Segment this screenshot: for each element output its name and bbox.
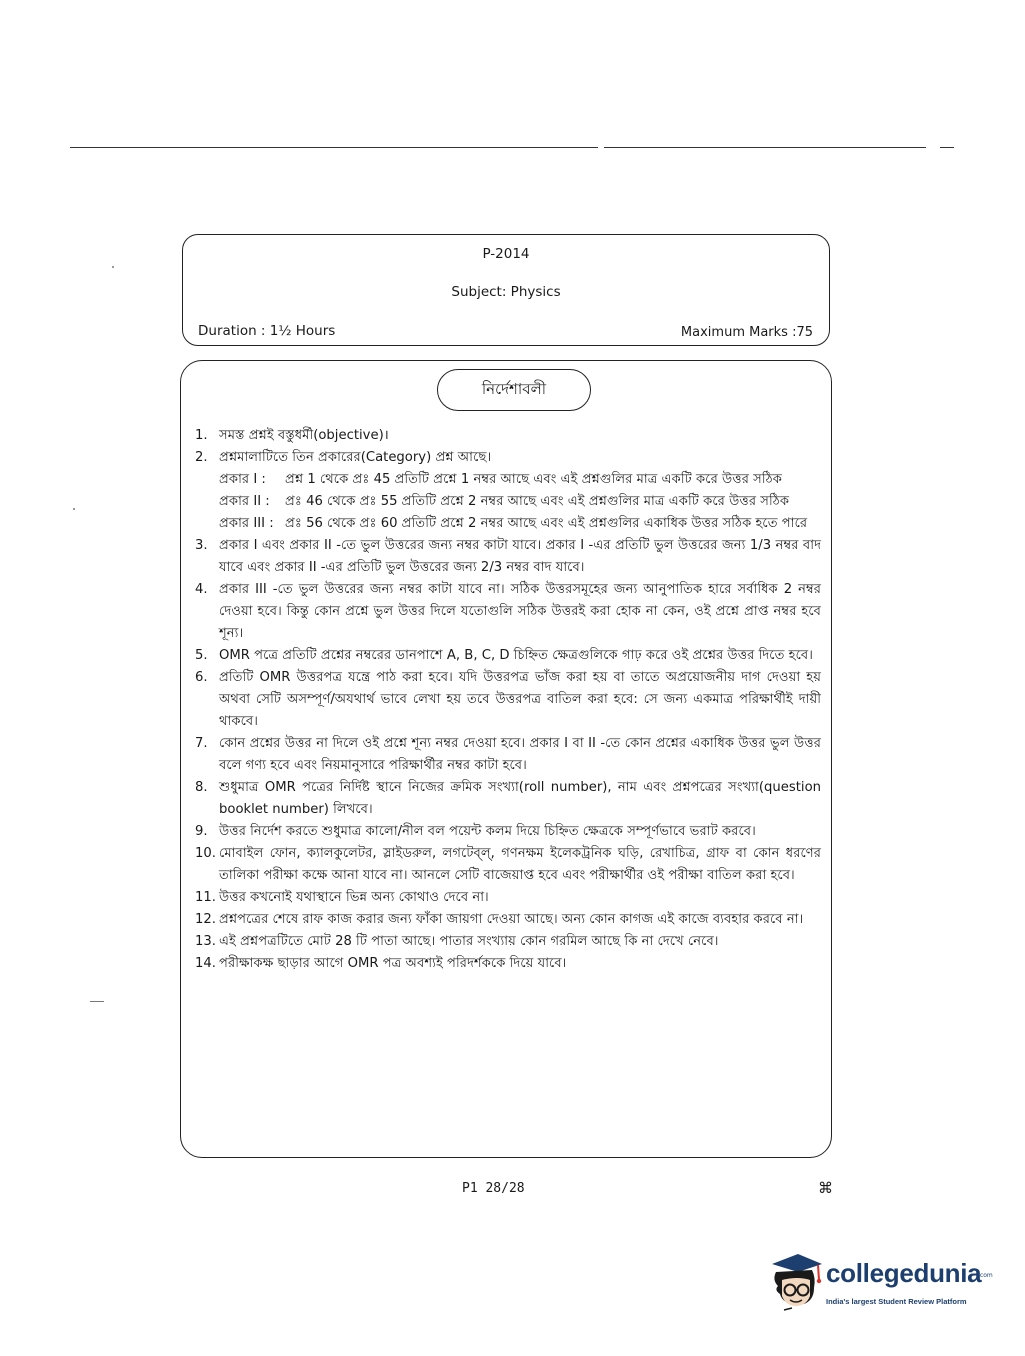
command-symbol: ⌘ <box>818 1179 833 1197</box>
scan-speck <box>112 266 114 268</box>
logo-wordmark: collegedunia <box>826 1258 982 1288</box>
instruction-text: প্রতিটি OMR উত্তরপত্র যন্ত্রে পাঠ করা হবে। যদি উত্তরপত্র ভাঁজ করা হয় বা তাতে অপ্রয়োজনীয় দাগ দেওয়া হয় অথবা সেটি অসম্পূর্ণ/অযথার্থ ভাবে লেখা হয় তবে উত্তরপত্র বাতিল করা হবে: সে জন্য একমাত্র পরিক্ষার্থীই দায়ী থাকবে। <box>219 670 821 729</box>
instruction-item <box>195 887 821 909</box>
instruction-number: 9. <box>195 824 208 839</box>
scan-speck <box>73 508 75 510</box>
scan-rule-right <box>604 147 926 148</box>
instruction-text: প্রকার I এবং প্রকার II -তে ভুল উত্তরের জন্য নম্বর কাটা যাবে। প্রকার I -এর প্রতিটি ভুল উত্তরের জন্য 1/3 নম্বর বাদ যাবে এবং প্রকার II -এর প্রতিটি ভুল উত্তরের জন্য 2/3 নম্বর বাদ যাবে। <box>219 538 821 575</box>
instruction-number: 8. <box>195 780 208 795</box>
instruction-number: 11. <box>195 890 216 905</box>
instruction-item <box>195 447 821 469</box>
instruction-number: 3. <box>195 538 208 553</box>
instruction-text: শুধুমাত্র OMR পত্রের নির্দিষ্ট স্থানে নিজের ক্রমিক সংখ্যা(roll number), নাম এবং প্রশ্নপত্রের সংখ্যা(question booklet number) লিখবে। <box>219 780 821 817</box>
instruction-item <box>195 843 821 887</box>
instruction-item <box>195 667 821 733</box>
instruction-text: উত্তর নির্দেশ করতে শুধুমাত্র কালো/নীল বল পয়েন্ট কলম দিয়ে চিহ্নিত ক্ষেত্রকে সম্পূর্ণভাবে ভরাট করবে। <box>219 824 756 839</box>
instruction-item <box>195 931 821 953</box>
category-text: প্রঃ 46 থেকে প্রঃ 55 প্রতিটি প্রশ্নে 2 নম্বর আছে এবং এই প্রশ্নগুলির মাত্র একটি করে উত্তর সঠিক <box>285 494 790 509</box>
duration: Duration : 1½ Hours <box>198 323 336 339</box>
instruction-text: প্রকার III -তে ভুল উত্তরের জন্য নম্বর কাটা যাবে না। সঠিক উত্তরসমূহের জন্য আনুপাতিক হারে সর্বাধিক 2 নম্বর দেওয়া হবে। কিন্তু কোন প্রশ্নে ভুল উত্তর দিলে যতোগুলি সঠিক উত্তরই করা হোক না কেন, ওই প্রশ্নে প্রাপ্ত নম্বর হবে শূন্য। <box>219 582 821 641</box>
instruction-text: পরীক্ষাকক্ষ ছাড়ার আগে OMR পত্র অবশ্যই পরিদর্শককে দিয়ে যাবে। <box>219 956 567 971</box>
instruction-number: 14. <box>195 956 216 971</box>
maximum-marks: Maximum Marks :75 <box>680 325 813 340</box>
instruction-item <box>195 777 821 821</box>
category-label: প্রকার II : <box>219 494 270 509</box>
instruction-number: 4. <box>195 582 208 597</box>
instruction-item <box>195 425 821 447</box>
subject-title: Subject: Physics <box>451 284 561 300</box>
instruction-number: 12. <box>195 912 216 927</box>
instruction-item <box>195 821 821 843</box>
logo-suffix: .com <box>978 1272 993 1279</box>
category-label: প্রকার I : <box>219 472 266 487</box>
instruction-number: 1. <box>195 428 208 443</box>
logo-tagline: India's largest Student Review Platform <box>826 1297 967 1306</box>
instruction-number: 2. <box>195 450 208 465</box>
instructions-title: নির্দেশাবলী <box>437 369 591 411</box>
scan-rule-tail <box>940 147 954 148</box>
category-label: প্রকার III : <box>219 516 274 531</box>
instruction-text: প্রশ্নপত্রের শেষে রাফ কাজ করার জন্য ফাঁকা জায়গা দেওয়া আছে। অন্য কোন কাগজ এই কাজে ব্যবহার করবে না। <box>219 912 804 927</box>
category-item <box>219 513 821 535</box>
instruction-text: উত্তর কখনোই যথাস্থানে ভিন্ন অন্য কোথাও দেবে না। <box>219 890 489 905</box>
category-text: প্রশ্ন 1 থেকে প্রঃ 45 প্রতিটি প্রশ্নে 1 নম্বর আছে এবং এই প্রশ্নগুলির মাত্র একটি করে উত্তর সঠিক <box>285 472 782 487</box>
exam-header-box <box>182 234 830 346</box>
instruction-item <box>195 909 821 931</box>
scan-rule-left <box>70 147 598 148</box>
paper-code: P-2014 <box>482 246 530 262</box>
instruction-number: 7. <box>195 736 208 751</box>
scan-speck <box>90 1001 104 1002</box>
instruction-number: 5. <box>195 648 208 663</box>
instruction-text: প্রশ্নমালাটিতে তিন প্রকারের(Category) প্রশ্ন আছে। <box>219 450 492 465</box>
instruction-text: OMR পত্রে প্রতিটি প্রশ্নের নম্বরের ডানপাশে A, B, C, D চিহ্নিত ক্ষেত্রগুলিকে গাঢ় করে ওই প্রশ্নের উত্তর দিতে হবে। <box>219 648 813 663</box>
collegedunia-logo <box>768 1250 993 1318</box>
instruction-number: 6. <box>195 670 208 685</box>
instruction-item <box>195 733 821 777</box>
instruction-text: এই প্রশ্নপত্রটিতে মোট 28 টি পাতা আছে। পাতার সংখ্যায় কোন গরমিল আছে কি না দেখে নেবে। <box>219 934 719 949</box>
instruction-text: সমস্ত প্রশ্নই বস্তুধর্মী(objective)। <box>219 428 389 443</box>
category-text: প্রঃ 56 থেকে প্রঃ 60 প্রতিটি প্রশ্নে 2 নম্বর আছে এবং এই প্রশ্নগুলির একাধিক উত্তর সঠিক হতে পারে <box>285 516 808 531</box>
page-number: P1 28/28 <box>462 1181 525 1196</box>
category-item <box>219 469 821 491</box>
instruction-item <box>195 579 821 645</box>
instructions-list <box>195 425 821 975</box>
instruction-text: কোন প্রশ্নের উত্তর না দিলে ওই প্রশ্নে শূন্য নম্বর দেওয়া হবে। প্রকার I বা II -তে কোন প্রশ্নের একাধিক উত্তর ভুল উত্তর বলে গণ্য হবে এবং নিয়মানুসারে পরিক্ষার্থীর নম্বর কাটা হবে। <box>219 736 821 773</box>
category-item <box>219 491 821 513</box>
instructions-box <box>180 360 832 1158</box>
instruction-item <box>195 535 821 579</box>
mascot-icon <box>768 1250 824 1318</box>
instruction-number: 13. <box>195 934 216 949</box>
instruction-item <box>195 645 821 667</box>
instruction-item <box>195 953 821 975</box>
instruction-text: মোবাইল ফোন, ক্যালকুলেটর, স্লাইডরুল, লগটেব্‌ল্‌, গণনক্ষম ইলেকট্রনিক ঘড়ি, রেখাচিত্র, গ্রাফ বা কোন ধরণের তালিকা পরীক্ষা কক্ষে আনা যাবে না। আনলে সেটি বাজেয়াপ্ত হবে এবং পরীক্ষার্থীর ওই পরীক্ষা বাতিল করা হবে। <box>219 846 821 883</box>
instruction-number: 10. <box>195 846 216 861</box>
